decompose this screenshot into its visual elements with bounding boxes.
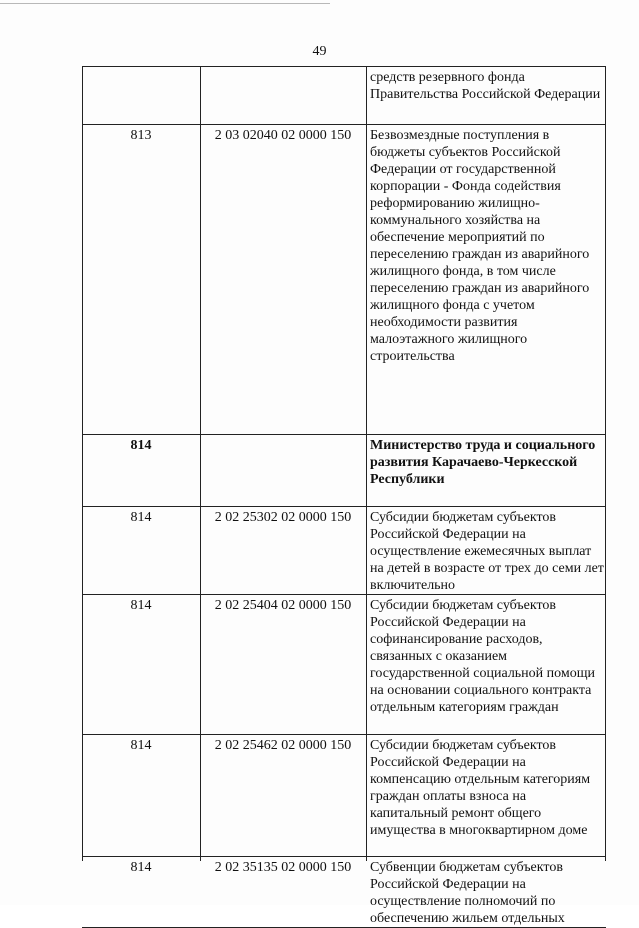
income-name-cell: Субсидии бюджетам субъектов Российской Федерации на компенсацию отдельным категориям граждан оплаты взноса на капитальный ремонт общего имущества в многоквартирном доме <box>370 738 591 838</box>
table-row <box>82 66 606 124</box>
table-row <box>82 594 606 734</box>
table-row <box>82 734 606 856</box>
table-row <box>82 124 606 434</box>
income-name-cell: Субсидии бюджетам субъектов Российской Федерации на софинансирование расходов, связанных с оказанием государственной социальной помощи на основании социального контракта отдельным категориям граждан <box>370 598 596 715</box>
admin-code-cell <box>82 67 200 124</box>
table-border-left <box>82 66 83 861</box>
ministry-name-cell: Министерство труда и социального развития Карачаево-Черкесской Республики <box>370 438 596 487</box>
income-codes-table <box>82 66 606 926</box>
column-divider <box>200 66 201 861</box>
income-code-cell <box>200 67 366 124</box>
income-code-cell: 2 02 25462 02 0000 150 <box>214 738 352 753</box>
admin-code-cell: 813 <box>130 128 152 143</box>
table-row <box>82 506 606 594</box>
income-code-cell: 2 03 02040 02 0000 150 <box>214 128 352 143</box>
income-code-cell <box>200 435 366 506</box>
table-row-section-header <box>82 434 606 506</box>
table-border-right <box>605 66 606 861</box>
income-code-cell: 2 02 25404 02 0000 150 <box>214 598 352 613</box>
table-row <box>82 856 606 928</box>
admin-code-cell: 814 <box>130 738 152 753</box>
admin-code-cell: 814 <box>130 860 152 875</box>
income-code-cell: 2 02 25302 02 0000 150 <box>214 510 352 525</box>
admin-code-cell: 814 <box>130 598 152 613</box>
income-name-cell: Субвенции бюджетам субъектов Российской Федерации на осуществление полномочий по обеспечению жильем отдельных <box>370 860 565 926</box>
admin-code-cell: 814 <box>130 510 152 525</box>
income-name-cell: средств резервного фонда Правительства Российской Федерации <box>370 70 601 102</box>
income-name-cell: Безвозмездные поступления в бюджеты субъектов Российской Федерации от государственной корпорации - Фонда содействия реформированию жилищно-коммунального хозяйства на обеспечение мероприятий по переселению граждан из аварийного жилищного фонда, в том числе переселению граждан из аварийного жилищного фонда с учетом необходимости развития малоэтажного жилищного строительства <box>370 128 590 364</box>
income-code-cell: 2 02 35135 02 0000 150 <box>214 860 352 875</box>
column-divider <box>366 66 367 861</box>
scan-edge-line <box>0 3 330 4</box>
page-number: 49 <box>312 44 327 59</box>
income-name-cell: Субсидии бюджетам субъектов Российской Федерации на осуществление ежемесячных выплат на детей в возрасте от трех до семи лет включительно <box>370 510 604 593</box>
admin-code-cell: 814 <box>130 438 152 453</box>
